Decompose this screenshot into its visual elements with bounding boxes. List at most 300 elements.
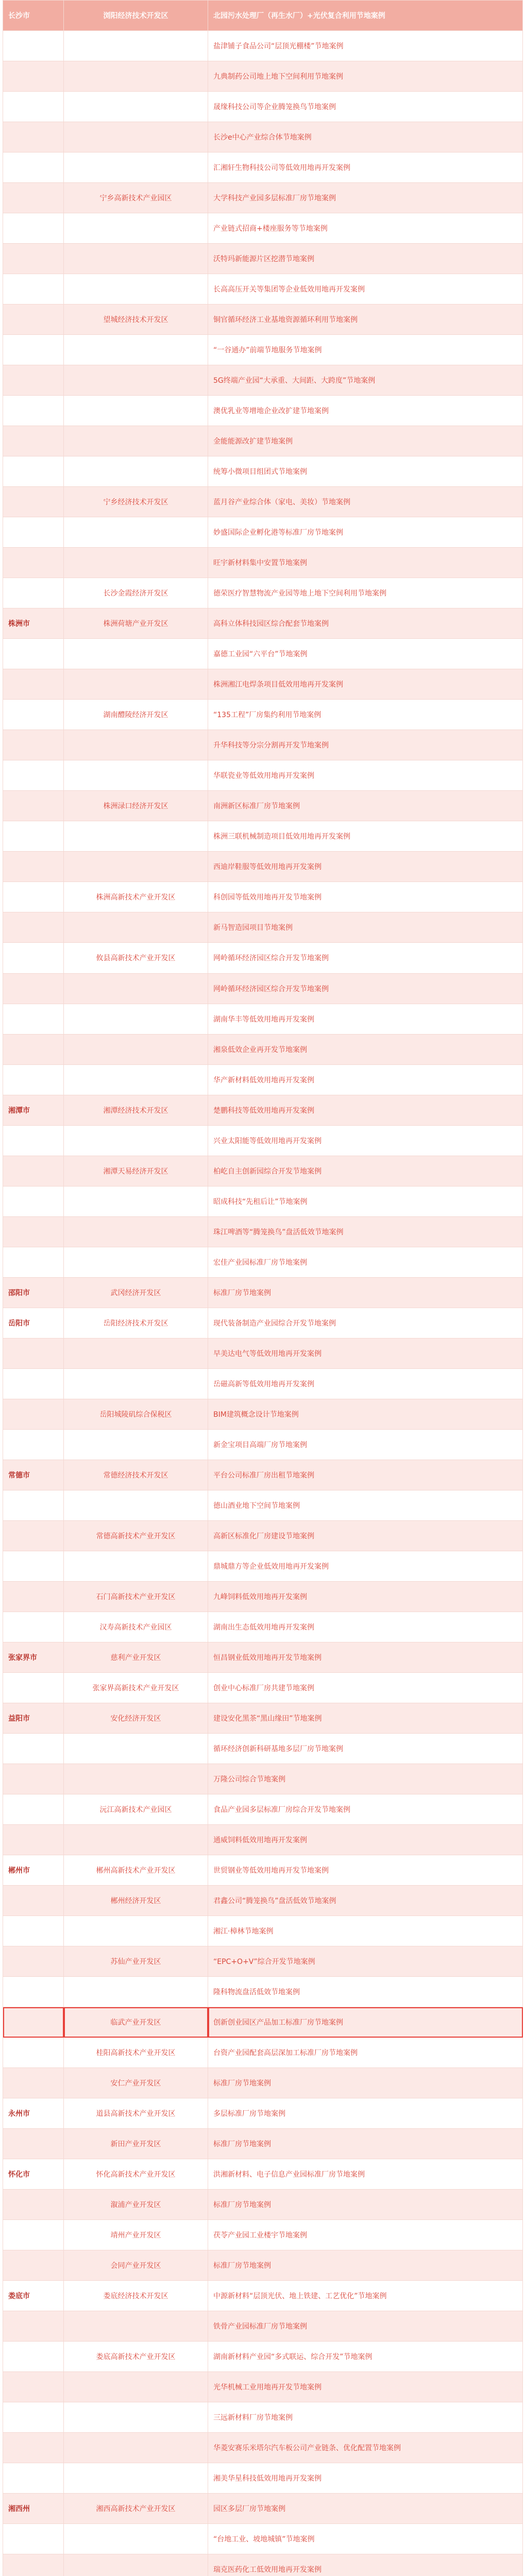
project-cell: 长沙e中心产业综合体节地案例 <box>208 122 523 152</box>
zone-cell: 常德高新技术产业开发区 <box>64 1520 208 1551</box>
zone-cell: 株洲高新技术产业开发区 <box>64 882 208 912</box>
table-row <box>3 2311 523 2342</box>
table-row <box>3 1095 523 1125</box>
city-cell <box>3 1429 64 1460</box>
zone-cell: 湘潭天易经济开发区 <box>64 1156 208 1186</box>
table-row <box>3 152 523 183</box>
city-cell <box>3 396 64 426</box>
table-row <box>3 183 523 213</box>
zone-cell: 汉寿高新技术产业园区 <box>64 1612 208 1642</box>
zone-cell <box>64 335 208 365</box>
project-cell: 湖南新材料产业园“多式联运、综合开发”节地案例 <box>208 2342 523 2372</box>
zone-cell <box>64 821 208 852</box>
table-row <box>3 578 523 608</box>
zone-cell <box>64 31 208 61</box>
zone-cell <box>64 426 208 456</box>
city-cell: 长沙市 <box>3 1 64 31</box>
table-row <box>3 1977 523 2007</box>
city-cell <box>3 183 64 213</box>
table-row <box>3 2129 523 2159</box>
project-cell: 华菱安赛乐米塔尔汽车板公司产业链条、优化配置节地案例 <box>208 2433 523 2463</box>
project-cell: 创新创业园区产品加工标准厂房节地案例 <box>208 2007 523 2038</box>
zone-cell <box>64 1216 208 1247</box>
project-cell: 建设安化黑茶“黑山缘田”节地案例 <box>208 1703 523 1733</box>
project-cell: 循环经济创新科研基地多层厂房节地案例 <box>208 1733 523 1764</box>
project-cell: 昭成科技“先租后让”节地案例 <box>208 1186 523 1216</box>
city-cell <box>3 639 64 669</box>
project-cell: 网岭循环经济园区综合开发节地案例 <box>208 973 523 1004</box>
table-row <box>3 2068 523 2098</box>
zone-cell: 沅江高新技术产业园区 <box>64 1794 208 1824</box>
city-cell <box>3 1156 64 1186</box>
city-cell <box>3 365 64 396</box>
city-cell <box>3 1824 64 1855</box>
city-cell <box>3 213 64 244</box>
table-row-highlighted <box>3 2007 523 2038</box>
zone-cell <box>64 2463 208 2494</box>
zone-cell <box>64 365 208 396</box>
project-cell: 德山酒业地下空间节地案例 <box>208 1490 523 1520</box>
zone-cell <box>64 730 208 760</box>
project-cell: 兴业太阳能等低效用地再开发案例 <box>208 1125 523 1156</box>
city-cell: 株洲市 <box>3 608 64 639</box>
project-cell: 长高高压开关等集团等企业低效用地再开发案例 <box>208 274 523 304</box>
project-cell: 标准厂房节地案例 <box>208 2068 523 2098</box>
table-row <box>3 760 523 791</box>
project-cell: 湖南出生态低效用地再开发案例 <box>208 1612 523 1642</box>
city-cell <box>3 578 64 608</box>
table-row <box>3 1034 523 1064</box>
case-table-body <box>3 1 523 2576</box>
zone-cell <box>64 912 208 943</box>
city-cell <box>3 1977 64 2007</box>
city-cell <box>3 973 64 1004</box>
zone-cell: 岳阳城陵矶综合保税区 <box>64 1399 208 1429</box>
table-row <box>3 2524 523 2554</box>
table-row <box>3 1490 523 1520</box>
project-cell: 三远新材料厂房节地案例 <box>208 2402 523 2433</box>
project-cell: “135工程”厂房集约利用节地案例 <box>208 700 523 730</box>
city-cell <box>3 1520 64 1551</box>
city-cell <box>3 122 64 152</box>
table-row <box>3 943 523 973</box>
table-row <box>3 1612 523 1642</box>
city-cell <box>3 2342 64 2372</box>
zone-cell <box>64 1064 208 1095</box>
table-row <box>3 1520 523 1551</box>
zone-cell: 武冈经济开发区 <box>64 1277 208 1308</box>
city-cell <box>3 335 64 365</box>
city-cell <box>3 2007 64 2038</box>
project-cell: 新金宝项目高端厂房节地案例 <box>208 1429 523 1460</box>
project-cell: 湘美华星科技低效用地再开发案例 <box>208 2463 523 2494</box>
city-cell <box>3 548 64 578</box>
project-cell: 湖南华丰等低效用地再开发案例 <box>208 1004 523 1034</box>
city-cell <box>3 1946 64 1977</box>
city-cell <box>3 1125 64 1156</box>
table-row <box>3 1156 523 1186</box>
city-cell <box>3 730 64 760</box>
table-row <box>3 852 523 882</box>
table-row <box>3 730 523 760</box>
city-cell: 娄底市 <box>3 2281 64 2311</box>
table-row <box>3 1064 523 1095</box>
project-cell: 鼎城鼎方等企业低效用地再开发案例 <box>208 1551 523 1581</box>
project-cell: 创业中心标准厂房共建节地案例 <box>208 1672 523 1703</box>
zone-cell <box>64 1004 208 1034</box>
city-cell <box>3 1186 64 1216</box>
city-cell <box>3 2433 64 2463</box>
table-row <box>3 700 523 730</box>
table-row <box>3 396 523 426</box>
table-row <box>3 2372 523 2402</box>
project-cell: 新马智造园项目节地案例 <box>208 912 523 943</box>
project-cell: “一谷通办”前端节地服务节地案例 <box>208 335 523 365</box>
table-row <box>3 1277 523 1308</box>
table-row <box>3 2463 523 2494</box>
table-row <box>3 639 523 669</box>
zone-cell <box>64 973 208 1004</box>
table-row <box>3 1946 523 1977</box>
table-row <box>3 1551 523 1581</box>
table-row <box>3 2494 523 2524</box>
project-cell: 茯苓产业园工业楼宇节地案例 <box>208 2220 523 2250</box>
zone-cell <box>64 1733 208 1764</box>
zone-cell <box>64 852 208 882</box>
table-row <box>3 2220 523 2250</box>
table-row <box>3 1368 523 1399</box>
project-cell: 高科立体科技园区综合配套节地案例 <box>208 608 523 639</box>
table-row <box>3 1460 523 1490</box>
table-row <box>3 1004 523 1034</box>
zone-cell <box>64 61 208 92</box>
city-cell <box>3 2311 64 2342</box>
city-cell: 岳阳市 <box>3 1308 64 1338</box>
zone-cell <box>64 1247 208 1277</box>
project-cell: 食品产业园多层标准厂房综合开发节地案例 <box>208 1794 523 1824</box>
project-cell: 标准厂房节地案例 <box>208 1277 523 1308</box>
city-cell <box>3 912 64 943</box>
zone-cell <box>64 1186 208 1216</box>
zone-cell <box>64 213 208 244</box>
project-cell: 华联瓷业等低效用地再开发案例 <box>208 760 523 791</box>
city-cell <box>3 456 64 487</box>
zone-cell <box>64 1338 208 1368</box>
table-row <box>3 365 523 396</box>
case-table <box>3 0 523 2576</box>
table-row <box>3 517 523 548</box>
zone-cell <box>64 92 208 122</box>
table-row <box>3 1733 523 1764</box>
project-cell: 南洲新区标准厂房节地案例 <box>208 791 523 821</box>
table-row <box>3 2159 523 2190</box>
city-cell <box>3 487 64 517</box>
project-cell: 洪湘新材料、电子信息产业园标准厂房节地案例 <box>208 2159 523 2190</box>
table-row <box>3 1703 523 1733</box>
table-row <box>3 2281 523 2311</box>
city-cell <box>3 244 64 274</box>
table-row <box>3 244 523 274</box>
zone-cell: 湘西高新技术产业开发区 <box>64 2494 208 2524</box>
project-cell: 蓝月谷产业综合体（家电、美妆）节地案例 <box>208 487 523 517</box>
project-cell: 铁骨产业园标准厂房节地案例 <box>208 2311 523 2342</box>
table-row <box>3 1885 523 1916</box>
project-cell: “台地工业、坡地城镇”节地案例 <box>208 2524 523 2554</box>
table-row <box>3 456 523 487</box>
table-row <box>3 2433 523 2463</box>
table-row <box>3 2402 523 2433</box>
zone-cell: 苏仙产业开发区 <box>64 1946 208 1977</box>
city-cell <box>3 1764 64 1794</box>
city-cell <box>3 152 64 183</box>
zone-cell <box>64 1034 208 1064</box>
city-cell <box>3 1490 64 1520</box>
zone-cell: 溆浦产业开发区 <box>64 2190 208 2220</box>
table-row <box>3 1216 523 1247</box>
zone-cell <box>64 1490 208 1520</box>
city-cell <box>3 943 64 973</box>
city-cell <box>3 2524 64 2554</box>
project-cell: 瑞克医药化工低效用地再开发案例 <box>208 2554 523 2576</box>
city-cell <box>3 669 64 700</box>
zone-cell: 长沙金霞经济开发区 <box>64 578 208 608</box>
project-cell: 平台公司标准厂房出租节地案例 <box>208 1460 523 1490</box>
table-row <box>3 92 523 122</box>
zone-cell: 张家界高新技术产业开发区 <box>64 1672 208 1703</box>
table-row <box>3 1338 523 1368</box>
zone-cell: 娄底经济技术开发区 <box>64 2281 208 2311</box>
table-row <box>3 61 523 92</box>
city-cell: 怀化市 <box>3 2159 64 2190</box>
city-cell <box>3 2554 64 2576</box>
zone-cell: 株洲渌口经济开发区 <box>64 791 208 821</box>
zone-cell: 怀化高新技术产业开发区 <box>64 2159 208 2190</box>
table-row <box>3 1125 523 1156</box>
zone-cell: 会同产业开发区 <box>64 2250 208 2281</box>
zone-cell <box>64 274 208 304</box>
project-cell: 多层标准厂房节地案例 <box>208 2098 523 2129</box>
city-cell <box>3 1794 64 1824</box>
zone-cell: 湘潭经济技术开发区 <box>64 1095 208 1125</box>
project-cell: 珠江啤酒等“腾笼换鸟”盘活低效节地案例 <box>208 1216 523 1247</box>
table-row <box>3 335 523 365</box>
zone-cell <box>64 639 208 669</box>
table-row <box>3 1672 523 1703</box>
project-cell: 标准厂房节地案例 <box>208 2250 523 2281</box>
zone-cell: 郴州经济开发区 <box>64 1885 208 1916</box>
zone-cell: 道县高新技术产业开发区 <box>64 2098 208 2129</box>
city-cell <box>3 304 64 335</box>
zone-cell <box>64 1368 208 1399</box>
zone-cell <box>64 1125 208 1156</box>
project-cell: 湘江·樟林节地案例 <box>208 1916 523 1946</box>
zone-cell: 石门高新技术产业开发区 <box>64 1581 208 1612</box>
city-cell: 常德市 <box>3 1460 64 1490</box>
city-cell <box>3 2038 64 2068</box>
table-row <box>3 1794 523 1824</box>
table-row <box>3 274 523 304</box>
city-cell <box>3 1399 64 1429</box>
city-cell <box>3 92 64 122</box>
project-cell: 金能能源改扩建节地案例 <box>208 426 523 456</box>
project-cell: 台资产业园配套高层深加工标准厂房节地案例 <box>208 2038 523 2068</box>
zone-cell: 望城经济技术开发区 <box>64 304 208 335</box>
zone-cell: 娄底高新技术产业开发区 <box>64 2342 208 2372</box>
city-cell <box>3 791 64 821</box>
city-cell: 湘西州 <box>3 2494 64 2524</box>
table-row <box>3 304 523 335</box>
table-row <box>3 2554 523 2576</box>
table-row <box>3 1399 523 1429</box>
zone-cell <box>64 1764 208 1794</box>
project-cell: 网岭循环经济园区综合开发节地案例 <box>208 943 523 973</box>
city-cell <box>3 760 64 791</box>
project-cell: 产业链式招商+楼座服务等节地案例 <box>208 213 523 244</box>
project-cell: 华产新材料低效用地再开发案例 <box>208 1064 523 1095</box>
city-cell <box>3 274 64 304</box>
city-cell <box>3 1247 64 1277</box>
table-row <box>3 821 523 852</box>
city-cell <box>3 1338 64 1368</box>
table-row <box>3 973 523 1004</box>
city-cell: 湘潭市 <box>3 1095 64 1125</box>
table-row <box>3 2342 523 2372</box>
zone-cell <box>64 1429 208 1460</box>
zone-cell: 新田产业开发区 <box>64 2129 208 2159</box>
zone-cell <box>64 669 208 700</box>
city-cell <box>3 1551 64 1581</box>
table-row <box>3 548 523 578</box>
table-row <box>3 882 523 912</box>
zone-cell <box>64 396 208 426</box>
table-row <box>3 1247 523 1277</box>
project-cell: 中源新材料“层顶光伏、地上铁建、工艺优化”节地案例 <box>208 2281 523 2311</box>
project-cell: 标准厂房节地案例 <box>208 2190 523 2220</box>
city-cell <box>3 852 64 882</box>
project-cell: 西迪岸鞋服等低效用地再开发案例 <box>208 852 523 882</box>
zone-cell: 安化经济开发区 <box>64 1703 208 1733</box>
city-cell <box>3 2190 64 2220</box>
zone-cell <box>64 548 208 578</box>
zone-cell <box>64 2311 208 2342</box>
city-cell <box>3 700 64 730</box>
project-cell: 恒昌钢业低效用地再开发节地案例 <box>208 1642 523 1672</box>
table-row <box>3 122 523 152</box>
table-row <box>3 426 523 456</box>
project-cell: 盐津铺子食品公司“层顶光棚楼”节地案例 <box>208 31 523 61</box>
project-cell: 宏佳产业园标准厂房节地案例 <box>208 1247 523 1277</box>
table-row <box>3 1916 523 1946</box>
table-row <box>3 213 523 244</box>
project-cell: 妙盛国际企业孵化港等标准厂房节地案例 <box>208 517 523 548</box>
zone-cell: 慈利产业开发区 <box>64 1642 208 1672</box>
zone-cell: 攸县高新技术产业开发区 <box>64 943 208 973</box>
zone-cell <box>64 760 208 791</box>
city-cell <box>3 882 64 912</box>
project-cell: “EPC+O+V”综合开发节地案例 <box>208 1946 523 1977</box>
project-cell: 九峰饲料低效用地再开发案例 <box>208 1581 523 1612</box>
city-cell <box>3 821 64 852</box>
zone-cell <box>64 1916 208 1946</box>
project-cell: 通威饲料低效用地再开发案例 <box>208 1824 523 1855</box>
city-cell <box>3 1004 64 1034</box>
zone-cell <box>64 1551 208 1581</box>
city-cell <box>3 2068 64 2098</box>
project-cell: 株洲湘江电焊条项目低效用地再开发案例 <box>208 669 523 700</box>
zone-cell <box>64 2402 208 2433</box>
table-row <box>3 31 523 61</box>
table-row <box>3 1308 523 1338</box>
table-row <box>3 2038 523 2068</box>
project-cell: 柏屹自主创新园综合开发节地案例 <box>208 1156 523 1186</box>
table-row <box>3 1824 523 1855</box>
table-row <box>3 1429 523 1460</box>
zone-cell <box>64 122 208 152</box>
project-cell: 君鑫公司“腾笼换鸟”盘活低效节地案例 <box>208 1885 523 1916</box>
project-cell: 北园污水处理厂（再生水厂）+光伏复合利用节地案例 <box>208 1 523 31</box>
project-cell: 九典制药公司地上地下空间利用节地案例 <box>208 61 523 92</box>
project-cell: 德荣医疗智慧物流产业园等地上地下空间利用节地案例 <box>208 578 523 608</box>
project-cell: 标准厂房节地案例 <box>208 2129 523 2159</box>
project-cell: 科创园等低效用地再开发节地案例 <box>208 882 523 912</box>
city-cell <box>3 2220 64 2250</box>
city-cell <box>3 1581 64 1612</box>
table-row <box>3 608 523 639</box>
city-cell <box>3 61 64 92</box>
table-row <box>3 1855 523 1885</box>
table-row <box>3 791 523 821</box>
zone-cell: 常德经济技术开发区 <box>64 1460 208 1490</box>
zone-cell: 桂阳高新技术产业开发区 <box>64 2038 208 2068</box>
zone-cell: 宁乡高新技术产业园区 <box>64 183 208 213</box>
zone-cell <box>64 517 208 548</box>
table-row <box>3 1764 523 1794</box>
zone-cell <box>64 2554 208 2576</box>
table-row <box>3 912 523 943</box>
zone-cell: 岳阳经济技术开发区 <box>64 1308 208 1338</box>
zone-cell <box>64 152 208 183</box>
zone-cell: 安仁产业开发区 <box>64 2068 208 2098</box>
zone-cell: 株洲荷塘产业开发区 <box>64 608 208 639</box>
project-cell: 万隆公司综合节地案例 <box>208 1764 523 1794</box>
city-cell <box>3 31 64 61</box>
project-cell: BIM建筑概念设计节地案例 <box>208 1399 523 1429</box>
city-cell <box>3 1612 64 1642</box>
project-cell: 晟缘科技公司等企业腾笼换鸟节地案例 <box>208 92 523 122</box>
project-cell: 统筹小微项目组团式节地案例 <box>208 456 523 487</box>
city-cell: 益阳市 <box>3 1703 64 1733</box>
project-cell: 铜官循环经济工业基地资源循环利用节地案例 <box>208 304 523 335</box>
table-row <box>3 1642 523 1672</box>
zone-cell <box>64 2372 208 2402</box>
project-cell: 世贸钢业等低效用地再开发节地案例 <box>208 1855 523 1885</box>
city-cell: 邵阳市 <box>3 1277 64 1308</box>
table-row <box>3 1581 523 1612</box>
city-cell <box>3 1216 64 1247</box>
city-cell <box>3 1885 64 1916</box>
table-row <box>3 487 523 517</box>
city-cell <box>3 2372 64 2402</box>
project-cell: 大学科技产业园多层标准厂房节地案例 <box>208 183 523 213</box>
project-cell: 岳磁高新等低效用地再开发案例 <box>208 1368 523 1399</box>
zone-cell <box>64 2433 208 2463</box>
city-cell <box>3 2129 64 2159</box>
zone-cell: 浏阳经济技术开发区 <box>64 1 208 31</box>
table-row <box>3 669 523 700</box>
city-cell <box>3 1064 64 1095</box>
zone-cell <box>64 456 208 487</box>
project-cell: 旺宇新材料集中安置节地案例 <box>208 548 523 578</box>
